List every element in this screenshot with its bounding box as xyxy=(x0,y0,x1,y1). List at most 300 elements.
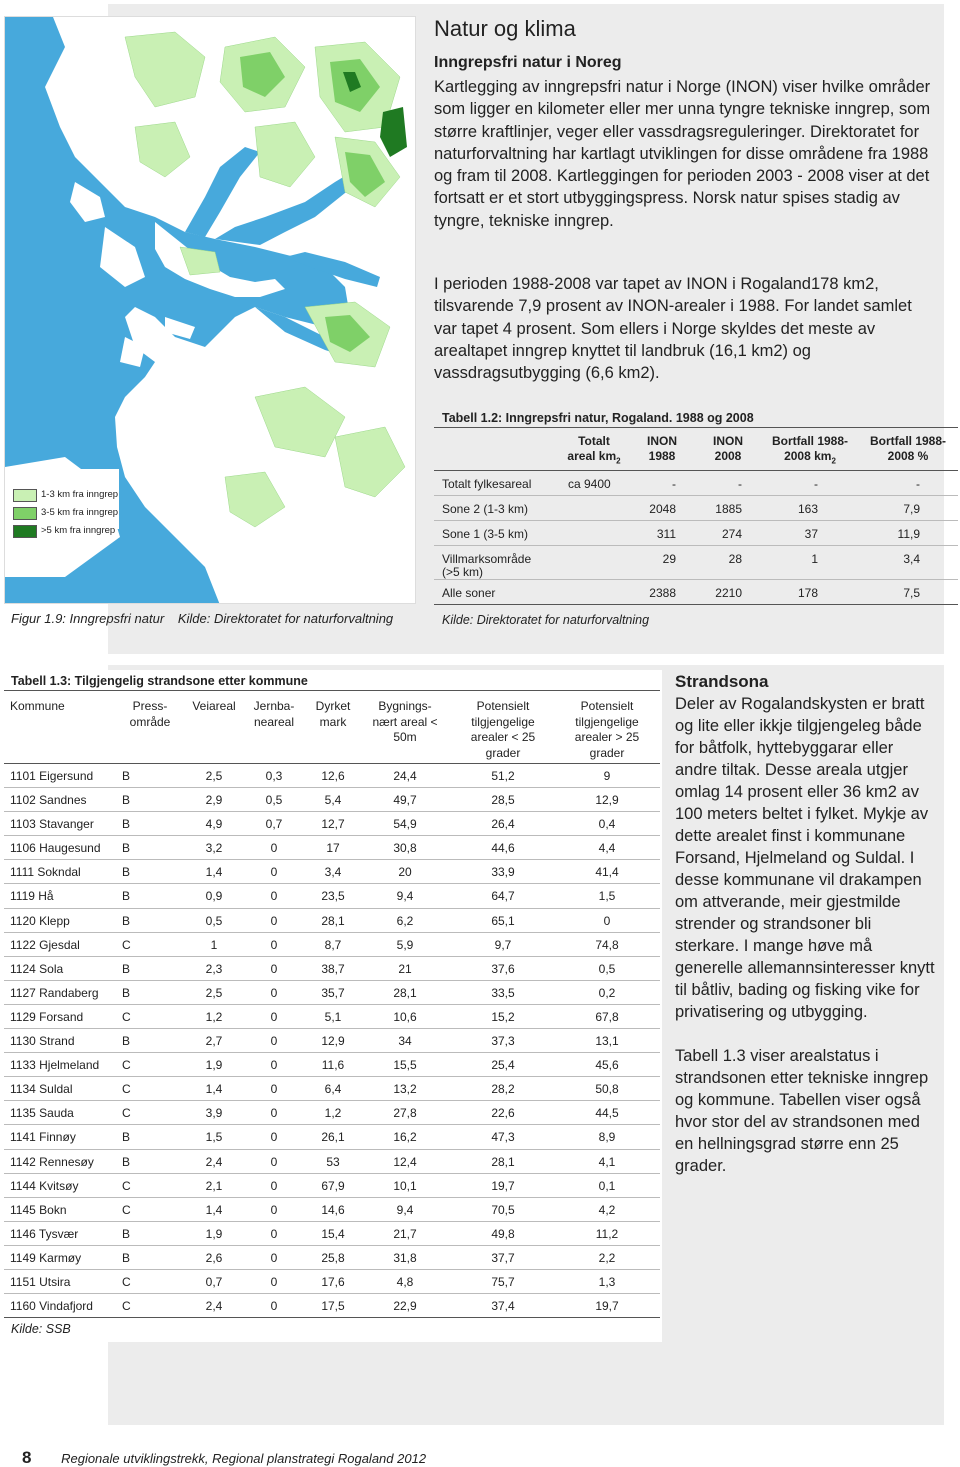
table13-cell-press: B xyxy=(122,1226,131,1241)
table12-cell-label2: (>5 km) xyxy=(442,565,484,579)
table13-row xyxy=(4,1053,660,1077)
table13-cell-dyrk: 3,4 xyxy=(324,865,342,880)
table13-cell-pt1: 28,5 xyxy=(491,793,515,808)
table13-cell-dyrk: 12,7 xyxy=(321,817,345,832)
table12-header-inon1988-line1: INON xyxy=(647,434,677,448)
table12-cell-inon2008: 2210 xyxy=(715,586,742,600)
table13-cell-pt1: 65,1 xyxy=(491,913,515,928)
table13-cell-press: B xyxy=(122,1250,131,1265)
section-subtitle: Inngrepsfri natur i Noreg xyxy=(434,54,622,71)
table13-row xyxy=(4,1077,660,1101)
table13-cell-press: C xyxy=(122,1009,131,1024)
table13-cell-jern: 0 xyxy=(270,1034,278,1049)
table13-cell-pt1: 37,4 xyxy=(491,1299,515,1314)
table12-header-inon2008-line2: 2008 xyxy=(714,449,742,463)
table13-source: Kilde: SSB xyxy=(11,1322,71,1336)
table13-title: Tabell 1.3: Tilgjengelig strandsone etter kommune xyxy=(11,674,308,688)
table13-row xyxy=(4,1101,660,1125)
table13-cell-press: B xyxy=(122,793,131,808)
strandsona-title: Strandsona xyxy=(675,672,769,691)
table13-cell-pt2: 1,3 xyxy=(598,1274,616,1289)
table12-cell-pct: 3,4 xyxy=(903,552,920,566)
map-legend xyxy=(11,487,121,541)
table13-cell-dyrk: 8,7 xyxy=(324,937,342,952)
table13-header-pt2 xyxy=(560,699,654,761)
legend-item-wild xyxy=(11,523,121,541)
table13-cell-vei: 1,2 xyxy=(205,1009,223,1024)
legend-item-zone2 xyxy=(11,487,121,505)
table13-cell-byg: 24,4 xyxy=(393,769,417,783)
table13-cell-pt2: 9 xyxy=(603,769,611,783)
table13-cell-vei: 2,1 xyxy=(205,1178,223,1193)
table13-cell-dyrk: 5,1 xyxy=(324,1009,342,1024)
table13-cell-vei: 1,5 xyxy=(205,1130,223,1145)
table13-cell-pt2: 8,9 xyxy=(598,1130,616,1145)
table13-cell-pt1: 37,6 xyxy=(491,961,515,976)
table13-cell-jern: 0 xyxy=(270,937,278,952)
table13-cell-byg: 54,9 xyxy=(393,817,417,832)
table13-cell-byg: 16,2 xyxy=(393,1130,417,1145)
table13-cell-kommune: 1142 Rennesøy xyxy=(10,1154,94,1169)
table13-cell-pt1: 22,6 xyxy=(491,1106,515,1121)
table12-cell-label: Villmarksområde xyxy=(442,552,532,566)
table13-cell-pt2: 4,4 xyxy=(598,841,616,856)
table13-cell-kommune: 1149 Karmøy xyxy=(10,1250,82,1265)
table13-cell-byg: 21,7 xyxy=(393,1226,417,1241)
table12-header-inon2008 xyxy=(698,434,758,464)
table13-row xyxy=(4,1222,660,1246)
table12-header-pct-line2: 2008 % xyxy=(887,449,929,463)
table13-cell-vei: 2,3 xyxy=(205,961,223,976)
table13-cell-byg: 12,4 xyxy=(393,1154,417,1169)
table13-cell-vei: 2,4 xyxy=(205,1299,223,1314)
table13-cell-pt2: 11,2 xyxy=(595,1226,619,1241)
table13 xyxy=(4,690,660,1318)
table12-header-total-line1: Totalt xyxy=(578,434,610,448)
table13-row xyxy=(4,981,660,1005)
table12-header-bortfall-line2: 2008 km xyxy=(784,449,832,463)
table13-cell-pt1: 75,7 xyxy=(491,1274,515,1289)
table13-cell-jern: 0 xyxy=(270,1202,278,1217)
table13-cell-kommune: 1124 Sola xyxy=(10,961,64,976)
table13-row xyxy=(4,788,660,812)
table13-cell-press: B xyxy=(122,817,131,832)
section-title: Natur og klima xyxy=(434,16,576,41)
table13-cell-dyrk: 5,4 xyxy=(324,793,342,808)
table13-cell-dyrk: 17 xyxy=(326,841,340,856)
table12-cell-pct: 7,9 xyxy=(903,502,920,516)
table13-cell-press: B xyxy=(122,865,131,880)
table13-cell-dyrk: 23,5 xyxy=(321,889,345,904)
table13-cell-press: B xyxy=(122,961,131,976)
table13-cell-vei: 2,6 xyxy=(205,1250,223,1265)
page-number: 8 xyxy=(22,1448,32,1467)
table13-cell-dyrk: 12,9 xyxy=(321,1034,345,1049)
table13-cell-jern: 0 xyxy=(270,913,278,928)
table13-header-byg-line3: 50m xyxy=(393,730,417,744)
table12-cell-inon2008: 274 xyxy=(721,527,742,541)
table13-cell-dyrk: 14,6 xyxy=(321,1202,345,1217)
table12-cell-inon1988: 29 xyxy=(662,552,676,566)
table13-cell-press: B xyxy=(122,985,131,1000)
table13-cell-pt1: 19,7 xyxy=(491,1178,515,1193)
table13-cell-byg: 9,4 xyxy=(396,1202,414,1217)
footer-text: Regionale utviklingstrekk, Regional planstrategi Rogaland 2012 xyxy=(61,1451,427,1466)
table13-cell-press: C xyxy=(122,1106,131,1121)
table12-header-bortfall xyxy=(760,434,860,468)
table13-cell-pt2: 2,2 xyxy=(598,1250,616,1265)
table13-cell-press: B xyxy=(122,841,131,856)
table13-cell-byg: 4,8 xyxy=(396,1274,414,1289)
table13-header-pt1-line2: tilgjengelige xyxy=(471,714,535,729)
table12-row xyxy=(434,496,958,521)
table13-cell-pt1: 70,5 xyxy=(491,1202,515,1217)
strandsona-paragraph-1: Deler av Rogalandskysten er bratt og lite eller ikkje tilgjengeleg både for båtfolk, hyttebyggarar eller andre tiltak. Desse areala utgjer omlag 14 prosent eller 36 km2 av 100 meters beltet i fylket. Mykje av dette arealet finst i kommunane Forsand, Hjelmeland og Suldal. I desse kommunane vil drakampen om attverande, meir gjestmilde strender og strandsoner bli sterkare. I mange høve må generelle allemannsinteresser knytt til båtliv, bading og fisking vike for privatisering og utbygging. xyxy=(675,695,935,1021)
table12-header-total-sub: 2 xyxy=(616,456,621,466)
table13-cell-kommune: 1130 Strand xyxy=(10,1034,75,1049)
table13-cell-vei: 2,5 xyxy=(205,985,223,1000)
table13-cell-pt1: 64,7 xyxy=(491,889,515,904)
table13-cell-pt1: 49,8 xyxy=(491,1226,515,1241)
table12-source: Kilde: Direktoratet for naturforvaltning xyxy=(442,613,650,627)
table13-row xyxy=(4,860,660,884)
figure-caption-label: Figur 1.9: Inngrepsfri natur xyxy=(11,611,165,626)
table12 xyxy=(434,427,958,605)
table13-cell-pt1: 28,1 xyxy=(491,1154,515,1169)
table13-cell-dyrk: 17,6 xyxy=(321,1274,345,1289)
table13-header xyxy=(4,690,660,764)
table13-header-press xyxy=(122,699,178,730)
table13-body xyxy=(4,764,660,1318)
table13-cell-vei: 1,4 xyxy=(205,1202,223,1217)
table13-cell-kommune: 1120 Klepp xyxy=(10,913,70,928)
page-footer xyxy=(22,1448,426,1467)
table13-cell-kommune: 1145 Bokn xyxy=(10,1202,67,1217)
table13-cell-pt2: 45,6 xyxy=(595,1058,619,1073)
table13-cell-pt1: 15,2 xyxy=(491,1009,515,1024)
table13-cell-byg: 27,8 xyxy=(393,1106,417,1121)
table13-cell-press: C xyxy=(122,1178,131,1193)
table13-cell-byg: 22,9 xyxy=(393,1299,417,1314)
table13-cell-kommune: 1122 Gjesdal xyxy=(10,937,80,952)
strandsona-paragraph-2: Tabell 1.3 viser arealstatus i strandsonen etter tekniske inngrep og kommune. Tabellen viser også hvor stor del av strandsonen med en hellningsgrad større enn 25 grader. xyxy=(675,1047,929,1175)
table13-header-jern xyxy=(244,699,304,730)
table13-cell-byg: 10,6 xyxy=(393,1009,417,1024)
table13-header-dyrk xyxy=(304,699,362,730)
figure-caption-source: Kilde: Direktoratet for naturforvaltning xyxy=(177,611,394,626)
table12-cell-total: ca 9400 xyxy=(568,477,611,491)
table13-cell-pt2: 67,8 xyxy=(595,1009,619,1024)
table13-cell-vei: 1,9 xyxy=(205,1058,223,1073)
table13-cell-jern: 0 xyxy=(270,865,278,880)
table13-cell-pt2: 0,1 xyxy=(598,1178,616,1193)
table13-cell-press: C xyxy=(122,1082,131,1097)
table13-cell-pt1: 33,9 xyxy=(491,865,515,880)
table13-cell-dyrk: 38,7 xyxy=(321,961,345,976)
table13-cell-press: C xyxy=(122,937,131,952)
table13-cell-pt2: 0,5 xyxy=(598,961,616,976)
table13-header-byg-line2: nært areal < xyxy=(372,714,438,729)
table13-cell-pt1: 44,6 xyxy=(491,841,515,856)
table13-cell-byg: 30,8 xyxy=(393,841,417,856)
table13-cell-press: C xyxy=(122,1202,131,1217)
table12-cell-bortfall: - xyxy=(814,477,818,491)
table12-row xyxy=(434,521,958,546)
table13-cell-dyrk: 28,1 xyxy=(321,913,345,928)
table13-cell-pt2: 1,5 xyxy=(598,889,616,904)
table13-cell-vei: 2,5 xyxy=(205,769,223,783)
table13-header-pt1-line4: grader xyxy=(485,745,521,760)
table13-cell-kommune: 1129 Forsand xyxy=(10,1009,84,1024)
table13-cell-byg: 15,5 xyxy=(393,1058,417,1073)
table13-cell-jern: 0 xyxy=(270,889,278,904)
table13-row xyxy=(4,909,660,933)
table12-row xyxy=(434,546,958,580)
table13-header-dyrk-line1: Dyrket xyxy=(315,699,351,713)
intro-paragraph-2: I perioden 1988-2008 var tapet av INON i Rogaland178 km2, tilsvarende 7,9 prosent av INON-arealer i 1988. For landet samlet var tapet 4 prosent. Som ellers i Norge skyldes det meste av arealtapet inngrep knyttet til landbruk (16,1 km2) og vassdragsutbygging (6,6 km2). xyxy=(434,275,912,383)
table12-cell-label: Alle soner xyxy=(442,586,496,600)
table13-cell-jern: 0 xyxy=(270,1082,278,1097)
table13-row xyxy=(4,1029,660,1053)
table12-body xyxy=(434,471,958,605)
table13-cell-kommune: 1102 Sandnes xyxy=(10,793,87,808)
top-panel xyxy=(0,0,960,655)
table13-cell-jern: 0 xyxy=(270,1009,278,1024)
table13-cell-press: B xyxy=(122,1130,131,1145)
table13-cell-press: B xyxy=(122,1034,131,1049)
table13-header-press-line1: Press- xyxy=(132,699,168,713)
table12-header-total-line2: areal km xyxy=(567,449,617,463)
table13-row xyxy=(4,836,660,860)
table13-cell-jern: 0 xyxy=(270,1106,278,1121)
table13-cell-jern: 0 xyxy=(270,985,278,1000)
legend-swatch-zone2 xyxy=(13,489,37,502)
table13-cell-vei: 1,4 xyxy=(205,865,223,880)
table13-row xyxy=(4,1174,660,1198)
table12-cell-inon1988: 311 xyxy=(656,527,676,541)
table13-cell-press: B xyxy=(122,889,131,904)
table13-cell-jern: 0 xyxy=(270,1299,278,1314)
table13-cell-vei: 2,7 xyxy=(205,1034,223,1049)
table13-cell-pt1: 25,4 xyxy=(491,1058,515,1073)
table13-cell-kommune: 1146 Tysvær xyxy=(10,1226,79,1241)
table12-cell-inon1988: 2048 xyxy=(649,502,676,516)
table13-cell-vei: 0,9 xyxy=(205,889,223,904)
table13-cell-dyrk: 12,6 xyxy=(321,769,345,783)
table13-cell-pt2: 41,4 xyxy=(595,865,619,880)
table13-header-pt1 xyxy=(456,699,550,761)
table13-cell-byg: 9,4 xyxy=(396,889,414,904)
table13-cell-pt2: 50,8 xyxy=(595,1082,619,1097)
intro-paragraph-1: Kartlegging av inngrepsfri natur i Norge (INON) viser hvilke områder som ligger en kilometer eller mer unna tyngre tekniske inngrep, som større kraftlinjer, veger eller vassdragsreguleringer. Direktoratet for naturforvaltning har kartlagt utviklingen for disse områdene fra 1988 og fram til 2008. Kartleggingen for perioden 2003 - 2008 viser at det fortsatt er et stort utbyggingspress. Norsk natur spises stadig av tyngre, tekniske inngrep. xyxy=(434,78,931,230)
table13-cell-pt2: 44,5 xyxy=(595,1106,619,1121)
table12-cell-inon1988: 2388 xyxy=(649,586,676,600)
table12-cell-label: Sone 2 (1-3 km) xyxy=(442,502,529,516)
table13-cell-pt1: 26,4 xyxy=(491,817,515,832)
table13-cell-byg: 28,1 xyxy=(393,985,417,1000)
figure-caption xyxy=(11,611,393,626)
table13-cell-jern: 0 xyxy=(270,1130,278,1145)
table13-header-pt2-line3: arealer > 25 xyxy=(574,730,640,744)
table13-cell-kommune: 1106 Haugesund xyxy=(10,841,101,856)
table13-cell-dyrk: 26,1 xyxy=(321,1130,345,1145)
table13-cell-dyrk: 1,2 xyxy=(324,1106,342,1121)
table13-header-jern-line1: Jernba- xyxy=(253,699,295,713)
table13-row xyxy=(4,884,660,908)
table12-cell-inon2008: - xyxy=(738,477,742,491)
table13-cell-kommune: 1127 Randaberg xyxy=(10,985,99,1000)
table12-cell-label: Totalt fylkesareal xyxy=(442,477,532,491)
table13-row xyxy=(4,1005,660,1029)
table13-cell-press: C xyxy=(122,1274,131,1289)
table13-cell-press: B xyxy=(122,1154,131,1169)
table13-cell-pt2: 4,2 xyxy=(598,1202,616,1217)
table13-row xyxy=(4,957,660,981)
table12-header xyxy=(434,427,958,471)
table13-row xyxy=(4,933,660,957)
table13-cell-jern: 0 xyxy=(270,961,278,976)
table12-header-total xyxy=(554,434,634,468)
table13-cell-jern: 0 xyxy=(270,1058,278,1073)
table12-header-inon1988 xyxy=(632,434,692,464)
table13-cell-dyrk: 11,6 xyxy=(321,1058,345,1073)
table13-cell-byg: 13,2 xyxy=(393,1082,417,1097)
table13-cell-pt2: 19,7 xyxy=(595,1299,619,1314)
table13-cell-kommune: 1134 Suldal xyxy=(10,1082,73,1097)
legend-label-zone1: 3-5 km fra inngrep xyxy=(41,507,119,518)
table13-row xyxy=(4,764,660,788)
table13-cell-vei: 3,9 xyxy=(205,1106,223,1121)
table13-header-byg xyxy=(364,699,446,746)
table13-cell-byg: 34 xyxy=(398,1034,412,1049)
legend-label-zone2: 1-3 km fra inngrep xyxy=(41,489,119,500)
table13-cell-kommune: 1144 Kvitsøy xyxy=(10,1178,79,1193)
table13-cell-jern: 0,5 xyxy=(265,793,283,808)
table13-cell-dyrk: 67,9 xyxy=(321,1178,345,1193)
table13-cell-vei: 2,4 xyxy=(205,1154,223,1169)
table13-cell-vei: 0,5 xyxy=(205,913,223,928)
table13-header-pt2-line4: grader xyxy=(589,745,625,760)
table13-cell-jern: 0,3 xyxy=(265,769,283,783)
table13-cell-kommune: 1135 Sauda xyxy=(10,1106,74,1121)
table12-cell-inon2008: 28 xyxy=(728,552,742,566)
table13-cell-dyrk: 25,8 xyxy=(321,1250,345,1265)
table12-cell-bortfall: 37 xyxy=(804,527,818,541)
table13-cell-byg: 20 xyxy=(398,865,412,880)
table13-cell-dyrk: 53 xyxy=(326,1154,340,1169)
table12-title: Tabell 1.2: Inngrepsfri natur, Rogaland. 1988 og 2008 xyxy=(442,411,754,425)
table13-cell-pt2: 0 xyxy=(603,913,611,928)
table13-cell-press: B xyxy=(122,769,131,783)
table13-row xyxy=(4,1150,660,1174)
table13-cell-kommune: 1103 Stavanger xyxy=(10,817,94,832)
table13-cell-pt1: 33,5 xyxy=(491,985,515,1000)
table13-row xyxy=(4,1246,660,1270)
table13-cell-dyrk: 35,7 xyxy=(321,985,345,1000)
table13-cell-vei: 2,9 xyxy=(205,793,223,808)
table13-header-kommune: Kommune xyxy=(10,699,65,713)
table13-header-byg-line1: Bygnings- xyxy=(378,699,432,713)
table13-cell-pt1: 28,2 xyxy=(491,1082,515,1097)
table13-cell-kommune: 1151 Utsira xyxy=(10,1274,71,1289)
table13-cell-kommune: 1119 Hå xyxy=(10,889,54,904)
table13-cell-vei: 4,9 xyxy=(205,817,223,832)
table13-cell-byg: 31,8 xyxy=(393,1250,417,1265)
table13-cell-jern: 0,7 xyxy=(265,817,283,832)
table12-header-pct xyxy=(860,434,956,464)
table13-cell-kommune: 1101 Eigersund xyxy=(10,769,94,783)
table13-cell-press: B xyxy=(122,913,131,928)
table13-cell-vei: 3,2 xyxy=(205,841,223,856)
table13-header-dyrk-line2: mark xyxy=(319,714,347,729)
table12-cell-inon1988: - xyxy=(672,477,676,491)
table13-cell-byg: 6,2 xyxy=(396,913,414,928)
table13-cell-kommune: 1133 Hjelmeland xyxy=(10,1058,100,1073)
table12-header-bortfall-line1: Bortfall 1988- xyxy=(771,434,849,448)
table13-cell-jern: 0 xyxy=(270,1154,278,1169)
table12-cell-bortfall: 178 xyxy=(797,586,818,600)
legend-item-zone1 xyxy=(11,505,121,523)
table13-cell-pt1: 47,3 xyxy=(491,1130,515,1145)
table12-cell-pct: 7,5 xyxy=(903,586,920,600)
table13-cell-dyrk: 6,4 xyxy=(324,1082,342,1097)
table13-cell-press: C xyxy=(122,1058,131,1073)
table13-header-press-line2: område xyxy=(129,714,171,729)
table13-header-pt1-line1: Potensielt xyxy=(476,699,530,713)
legend-swatch-zone1 xyxy=(13,507,37,520)
table13-cell-jern: 0 xyxy=(270,1274,278,1289)
table13-cell-pt1: 51,2 xyxy=(491,769,515,783)
table13-header-vei: Veiareal xyxy=(192,699,236,713)
table13-cell-kommune: 1160 Vindafjord xyxy=(10,1299,93,1314)
table13-row xyxy=(4,1198,660,1222)
table13-cell-pt2: 12,9 xyxy=(595,793,619,808)
table12-header-bortfall-sub: 2 xyxy=(831,456,836,466)
table13-header-pt2-line2: tilgjengelige xyxy=(575,714,639,729)
table13-cell-vei: 1,9 xyxy=(205,1226,223,1241)
table13-cell-vei: 1 xyxy=(210,937,218,952)
strandsona-section xyxy=(675,672,937,1177)
table13-cell-press: C xyxy=(122,1299,131,1314)
table12-header-pct-line1: Bortfall 1988- xyxy=(869,434,947,448)
table13-cell-kommune: 1141 Finnøy xyxy=(10,1130,76,1145)
table12-cell-pct: - xyxy=(916,477,920,491)
table13-header-jern-line2: neareal xyxy=(253,714,295,729)
table12-row xyxy=(434,580,958,605)
table13-row xyxy=(4,1125,660,1149)
table12-header-inon2008-line1: INON xyxy=(713,434,743,448)
table13-cell-jern: 0 xyxy=(270,1226,278,1241)
table13-row xyxy=(4,1294,660,1318)
table13-cell-dyrk: 17,5 xyxy=(321,1299,345,1314)
table13-cell-pt2: 4,1 xyxy=(598,1154,616,1169)
intro-header xyxy=(434,16,934,50)
table13-cell-pt2: 0,4 xyxy=(598,817,616,832)
table12-cell-inon2008: 1885 xyxy=(715,502,742,516)
inon-map xyxy=(4,16,416,604)
table13-cell-pt1: 37,3 xyxy=(491,1034,515,1049)
table12-cell-label: Sone 1 (3-5 km) xyxy=(442,527,529,541)
legend-swatch-wild xyxy=(13,525,37,538)
table13-header-pt2-line1: Potensielt xyxy=(580,699,634,713)
table13-cell-dyrk: 15,4 xyxy=(321,1226,345,1241)
table13-cell-pt2: 74,8 xyxy=(595,937,619,952)
table13-cell-jern: 0 xyxy=(270,1178,278,1193)
table13-cell-vei: 1,4 xyxy=(205,1082,223,1097)
table13-cell-vei: 0,7 xyxy=(205,1274,223,1289)
table13-cell-pt2: 0,2 xyxy=(598,985,616,1000)
table12-row xyxy=(434,471,958,496)
